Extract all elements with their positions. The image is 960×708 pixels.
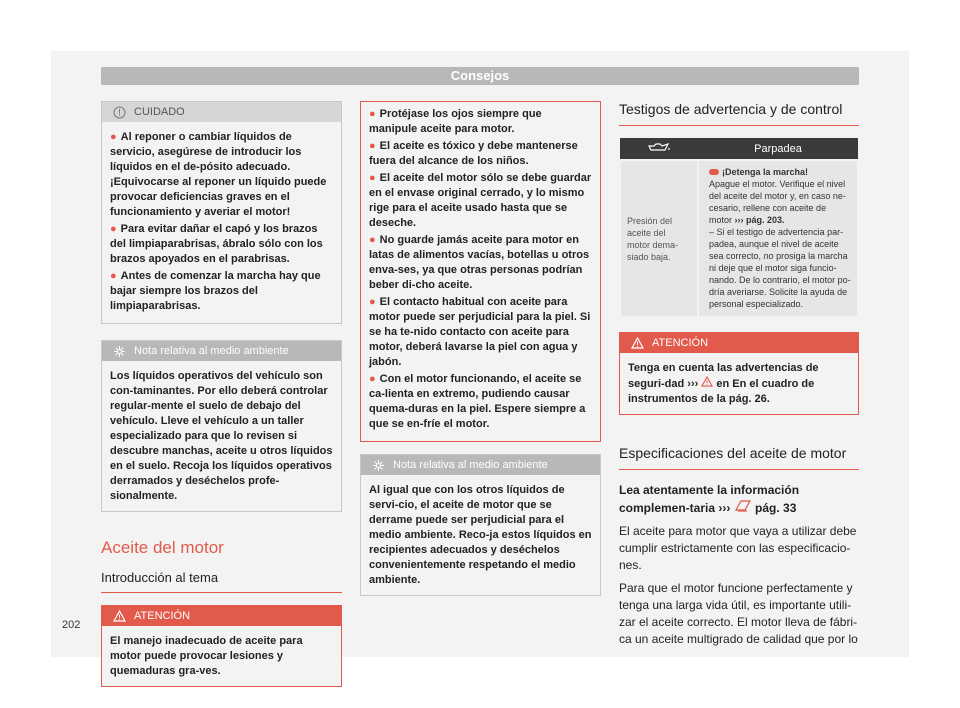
list-item: ● El contacto habitual con aceite para motor puede ser perjudicial para la piel. Si se ha te-nido contacto con aceite para motor, deberá lavarse la piel con agua y jabón.	[369, 296, 591, 368]
warning-triangle-icon	[112, 609, 126, 623]
list-item: ● Para evitar dañar el capó y los brazos del limpiaparabrisas, ábralo sólo con los brazos apoyados en el parabrisas.	[110, 223, 323, 265]
warning-title: ATENCIÓN	[134, 610, 191, 622]
environment-note-title: Nota relativa al medio ambiente	[393, 459, 548, 471]
paragraph: Para que el motor funcione perfectamente y tenga una larga vida útil, es importante utili-zar el aceite correcto. El motor lleva de fábri-ca un aceite multigrado de calidad que por lo	[619, 581, 858, 646]
list-item: ● El aceite del motor sólo se debe guardar en el envase original cerrado, y lo mismo rige para el aceite usado hasta que se deseche.	[369, 172, 592, 229]
caution-body	[102, 122, 341, 323]
oil-can-icon	[647, 144, 671, 156]
environment-note-header	[102, 341, 341, 361]
warning-body: El manejo inadecuado de aceite para motor puede provocar lesiones y quemaduras gra-ves.	[110, 635, 303, 677]
environment-note-title: Nota relativa al medio ambiente	[134, 345, 289, 357]
section-header: Consejos	[101, 67, 859, 85]
environment-note-box	[360, 454, 601, 596]
info-circle-icon	[112, 105, 126, 119]
paragraph: El aceite para motor que vaya a utilizar debe cumplir estrictamente con las especificacio-nes.	[619, 524, 857, 572]
page-reference-link[interactable]: pág. 33	[755, 501, 797, 515]
sub-title: Introducción al tema	[101, 570, 342, 593]
leaf-icon	[371, 458, 385, 472]
environment-note-header	[361, 455, 600, 475]
page-reference-link[interactable]: ››› pág. 203.	[734, 215, 785, 225]
blinking-light-icon	[709, 169, 719, 175]
caution-header	[102, 102, 341, 122]
warning-body: Tenga en cuenta las advertencias de seguri-dad ››› en En el cuadro de instrumentos de la pág. 26.	[628, 362, 819, 405]
leaf-icon	[112, 344, 126, 358]
warning-continued-body	[361, 102, 600, 441]
book-icon	[734, 501, 755, 515]
lead-text: Lea atentamente la información complemen-taria ››› pág. 33	[619, 483, 800, 515]
table-cell-condition: Presión del aceite del motor dema-siado baja.	[620, 160, 698, 317]
warning-title: ATENCIÓN	[652, 337, 709, 349]
warning-continued-box	[360, 101, 601, 442]
warning-lights-title: Testigos de advertencia y de control	[619, 101, 859, 126]
environment-note-body: Los líquidos operativos del vehículo son con-taminantes. Por ello deberá controlar regular-mente el suelo de debajo del vehículo. Lleve el vehículo a un taller especializado para que lo revisen si descubre manchas, aceite u otros líquidos en el suelo. Recoja los líquidos operativos derramados y deséchelos profe-sionalmente.	[110, 370, 333, 502]
table-header-blinking: Parpadea	[698, 138, 858, 160]
table-cell-description: ¡Detenga la marcha! Apague el motor. Verifique el nivel del aceite del motor y, en caso ne-cesario, rellene con aceite de motor ››› pág. 203. – Si el testigo de advertencia par-padea, aunque el nivel de aceite sea correcto, no prosiga la marcha ni deje que el motor siga funcio-nando. De lo contrario, el motor po-dría averiarse. Solicite la ayuda de personal especializado.	[698, 160, 858, 317]
caution-box	[101, 101, 342, 324]
list-item: ● No guarde jamás aceite para motor en latas de alimentos vacías, botellas u otros enva-ses, ya que otras personas podrían beber di-cho aceite.	[369, 234, 590, 291]
list-item: ● Antes de comenzar la marcha hay que bajar siempre los brazos del limpiaparabrisas.	[110, 270, 321, 312]
section-title: Aceite del motor	[101, 538, 224, 557]
caution-title: CUIDADO	[134, 106, 185, 118]
list-item: ● Al reponer o cambiar líquidos de servicio, asegúrese de introducir los líquidos en el de-pósito adecuado. ¡Equivocarse al reponer un líquido puede provocar deficiencias graves en el funcionamiento y averiar el motor!	[110, 131, 327, 218]
column-left	[101, 101, 342, 687]
warning-box	[101, 605, 342, 687]
table-header-symbol	[620, 138, 698, 160]
warning-triangle-icon	[630, 336, 644, 350]
warning-box	[619, 332, 859, 415]
table-row	[620, 160, 858, 317]
column-middle	[360, 101, 601, 596]
column-right	[619, 101, 859, 648]
page-number: 202	[62, 619, 81, 631]
list-item: ● Protéjase los ojos siempre que manipule aceite para motor.	[369, 108, 542, 135]
warning-triangle-icon	[701, 378, 716, 390]
list-item: ● El aceite es tóxico y debe mantenerse fuera del alcance de los niños.	[369, 140, 578, 167]
warning-header	[620, 333, 858, 353]
warning-lights-table	[619, 138, 859, 318]
warning-header	[102, 606, 341, 626]
spec-title: Especificaciones del aceite de motor	[619, 445, 859, 470]
environment-note-box	[101, 340, 342, 512]
environment-note-body: Al igual que con los otros líquidos de servi-cio, el aceite de motor que se derrame puede ser perjudicial para el medio ambiente. Reco-ja estos líquidos en recipientes adecuados y deséchelos convenientemente respetando el medio ambiente.	[369, 484, 592, 586]
list-item: ● Con el motor funcionando, el aceite se ca-lienta en extremo, pudiendo causar quema-duras en la piel. Espere siempre a que se en-fríe el motor.	[369, 373, 586, 430]
